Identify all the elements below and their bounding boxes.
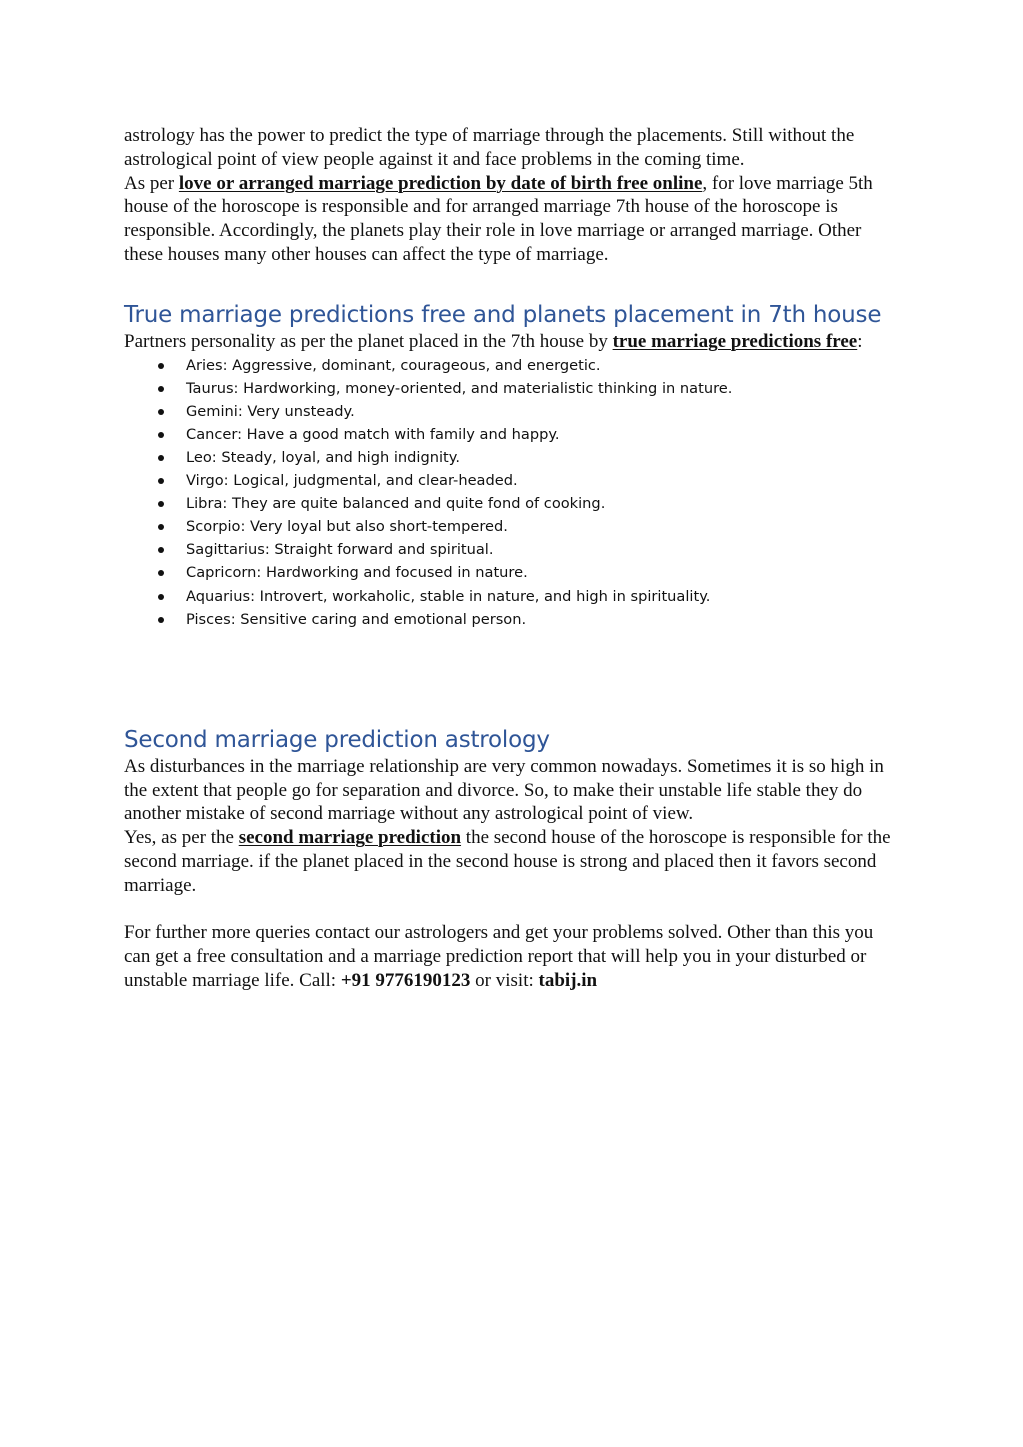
bullet-icon <box>158 570 164 576</box>
list-item-text: Aquarius: Introvert, workaholic, stable in nature, and high in spirituality. <box>186 587 711 605</box>
second-marriage-paragraph-2 <box>124 826 900 897</box>
list-item <box>124 354 900 377</box>
list-item-text: Sagittarius: Straight forward and spiritual. <box>186 541 494 559</box>
love-or-arranged-prediction-link[interactable]: love or arranged marriage prediction by date of birth free online <box>178 172 703 194</box>
list-item <box>124 515 900 538</box>
intro-text-1: astrology has the power to predict the type of marriage through the placements. Still without the astrological point of view people against it and face problems in the coming time. <box>124 125 855 170</box>
website-name: tabij.in <box>538 969 598 991</box>
partners-intro-suffix: : <box>857 330 863 352</box>
list-item <box>124 423 900 446</box>
list-item <box>124 561 900 584</box>
contact-paragraph <box>124 921 900 992</box>
heading-7th-house: True marriage predictions free and planets placement in 7th house <box>124 301 882 328</box>
list-item-text: Leo: Steady, loyal, and high indignity. <box>186 448 460 466</box>
partners-intro-prefix: Partners personality as per the planet placed in the 7th house by <box>124 330 613 352</box>
bullet-icon <box>158 455 164 461</box>
list-item-text: Virgo: Logical, judgmental, and clear-headed. <box>186 472 518 490</box>
bullet-icon <box>158 617 164 623</box>
true-marriage-predictions-link[interactable]: true marriage predictions free <box>612 330 858 352</box>
partners-intro-paragraph <box>124 330 900 354</box>
second-marriage-paragraph-1 <box>124 755 900 826</box>
list-item <box>124 400 900 423</box>
list-item-text: Taurus: Hardworking, money-oriented, and materialistic thinking in nature. <box>186 379 733 397</box>
phone-number: +91 9776190123 <box>340 969 471 991</box>
list-item-text: Gemini: Very unsteady. <box>186 402 355 420</box>
list-item <box>124 538 900 561</box>
bullet-icon <box>158 432 164 438</box>
second-marriage-text-1: As disturbances in the marriage relationship are very common nowadays. Sometimes it is so high in the extent that people go for separation and divorce. So, to make their unstable life stable they do another mistake of second marriage without any astrological point of view. <box>124 755 884 825</box>
contact-mid: or visit: <box>470 969 539 991</box>
bullet-icon <box>158 501 164 507</box>
heading-second-marriage: Second marriage prediction astrology <box>124 726 550 753</box>
list-item <box>124 377 900 400</box>
intro-paragraph-2 <box>124 172 900 267</box>
bullet-icon <box>158 547 164 553</box>
bullet-icon <box>158 478 164 484</box>
list-item-text: Capricorn: Hardworking and focused in nature. <box>186 564 528 582</box>
second-marriage-prefix: Yes, as per the <box>124 827 239 849</box>
second-marriage-suffix: the second house of the horoscope is responsible for the second marriage. if the planet placed in the second house is strong and placed then it favors second marriage. <box>124 827 891 896</box>
bullet-icon <box>158 524 164 530</box>
document-page <box>124 124 900 993</box>
list-item-text: Pisces: Sensitive caring and emotional person. <box>186 610 527 628</box>
intro-paragraph-1 <box>124 124 900 172</box>
second-marriage-prediction-link[interactable]: second marriage prediction <box>238 827 462 849</box>
intro-prefix: As per <box>124 172 179 194</box>
bullet-icon <box>158 386 164 392</box>
list-item <box>124 585 900 608</box>
list-item <box>124 608 900 631</box>
bullet-icon <box>158 363 164 369</box>
list-item <box>124 492 900 515</box>
bullet-icon <box>158 594 164 600</box>
list-item <box>124 446 900 469</box>
list-item <box>124 469 900 492</box>
zodiac-sign-list <box>124 354 900 631</box>
list-item-text: Scorpio: Very loyal but also short-tempered. <box>186 518 508 536</box>
contact-text: For further more queries contact our astrologers and get your problems solved. Other than this you can get a free consultation and a marriage prediction report that will help you in your disturbed or unstable marriage life. Call: <box>124 922 874 991</box>
bullet-icon <box>158 409 164 415</box>
list-item-text: Cancer: Have a good match with family and happy. <box>186 425 560 443</box>
list-item-text: Aries: Aggressive, dominant, courageous, and energetic. <box>186 356 601 374</box>
intro-suffix: , for love marriage 5th house of the horoscope is responsible and for arranged marriage 7th house of the horoscope is responsible. Accordingly, the planets play their role in love marriage or arranged marriage. Other these houses many other houses can affect the type of marriage. <box>124 172 873 265</box>
list-item-text: Libra: They are quite balanced and quite fond of cooking. <box>186 495 606 513</box>
